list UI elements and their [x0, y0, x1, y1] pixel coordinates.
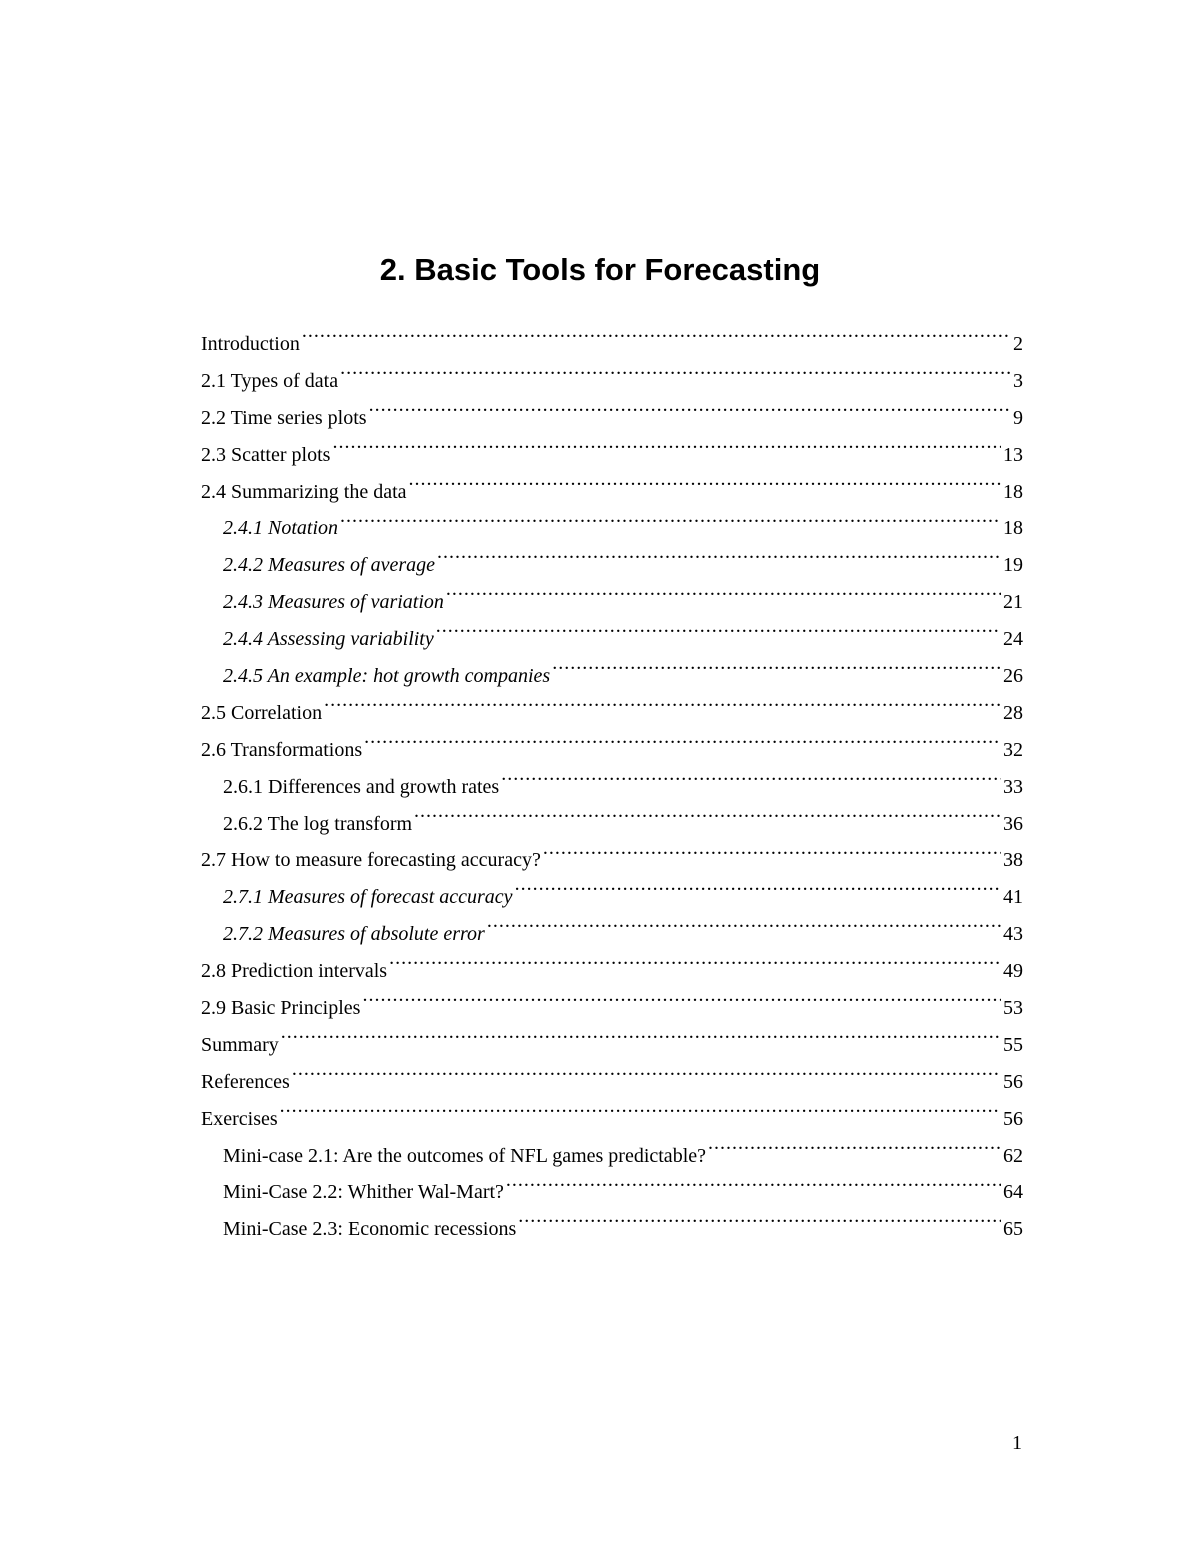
toc-entry-label: Mini-Case 2.2: Whither Wal-Mart?	[223, 1181, 504, 1204]
toc-dot-leader	[437, 551, 1001, 571]
toc-entry[interactable]	[201, 474, 1023, 511]
toc-entry-page: 36	[1003, 812, 1023, 835]
toc-entry-page: 41	[1003, 886, 1023, 909]
toc-entry[interactable]	[201, 879, 1023, 916]
toc-dot-leader	[369, 404, 1011, 424]
toc-dot-leader	[332, 441, 1001, 461]
toc-entry-page: 43	[1003, 923, 1023, 946]
toc-entry-label: 2.9 Basic Principles	[201, 997, 361, 1020]
toc-entry-label: 2.2 Time series plots	[201, 406, 367, 429]
toc-entry-label: 2.4.5 An example: hot growth companies	[223, 665, 551, 688]
toc-entry[interactable]	[201, 621, 1023, 658]
toc-entry-label: References	[201, 1070, 290, 1093]
toc-entry-label: Summary	[201, 1033, 279, 1056]
toc-entry-page: 9	[1013, 406, 1023, 429]
toc-dot-leader	[708, 1142, 1001, 1162]
toc-dot-leader	[280, 1105, 1001, 1125]
page-number: 1	[1012, 1432, 1022, 1454]
toc-entry-page: 64	[1003, 1181, 1023, 1204]
toc-entry-page: 49	[1003, 960, 1023, 983]
toc-dot-leader	[409, 478, 1001, 498]
toc-entry-page: 19	[1003, 554, 1023, 577]
toc-entry-page: 26	[1003, 665, 1023, 688]
toc-entry-label: 2.3 Scatter plots	[201, 443, 331, 466]
toc-entry[interactable]	[201, 400, 1023, 437]
toc-dot-leader	[340, 367, 1011, 387]
toc-entry-page: 24	[1003, 628, 1023, 651]
toc-entry-label: Introduction	[201, 333, 300, 355]
toc-dot-leader	[487, 920, 1001, 940]
toc-entry[interactable]	[201, 1174, 1023, 1211]
toc-entry-label: 2.4 Summarizing the data	[201, 480, 407, 503]
toc-dot-leader	[324, 699, 1001, 719]
table-of-contents	[201, 326, 1023, 1248]
toc-entry[interactable]	[201, 547, 1023, 584]
toc-dot-leader	[436, 625, 1001, 645]
toc-entry[interactable]	[201, 658, 1023, 695]
toc-entry-label: Mini-case 2.1: Are the outcomes of NFL games predictable?	[223, 1144, 706, 1167]
toc-entry-label: 2.8 Prediction intervals	[201, 960, 388, 983]
toc-dot-leader	[543, 846, 1001, 866]
toc-dot-leader	[501, 773, 1001, 793]
toc-dot-leader	[364, 736, 1001, 756]
toc-dot-leader	[518, 1215, 1001, 1235]
toc-dot-leader	[340, 514, 1001, 534]
toc-entry-page: 56	[1003, 1107, 1023, 1130]
toc-entry-page: 38	[1003, 849, 1023, 872]
toc-entry-page: 3	[1013, 369, 1023, 392]
toc-entry-label: 2.6 Transformations	[201, 738, 363, 761]
toc-dot-leader	[414, 810, 1001, 830]
toc-entry-page: 33	[1003, 775, 1023, 798]
toc-dot-leader	[506, 1178, 1001, 1198]
toc-entry-label: 2.1 Types of data	[201, 369, 339, 392]
toc-dot-leader	[292, 1068, 1001, 1088]
toc-entry-label: 2.4.3 Measures of variation	[223, 591, 444, 614]
toc-entry-page: 13	[1003, 443, 1023, 466]
toc-entry-label: 2.6.2 The log transform	[223, 812, 413, 835]
page-title: 2. Basic Tools for Forecasting	[379, 252, 821, 287]
toc-entry-label: Mini-Case 2.3: Economic recessions	[223, 1218, 517, 1241]
toc-entry-page: 21	[1003, 591, 1023, 614]
toc-entry-page: 65	[1003, 1218, 1023, 1241]
toc-entry-page: 56	[1003, 1070, 1023, 1093]
toc-entry[interactable]	[201, 1064, 1023, 1101]
toc-entry[interactable]	[201, 953, 1023, 990]
toc-entry-label: 2.7 How to measure forecasting accuracy?	[201, 849, 541, 872]
toc-entry[interactable]	[201, 326, 1023, 363]
toc-dot-leader	[389, 957, 1001, 977]
toc-dot-leader	[446, 588, 1001, 608]
toc-entry-label: 2.4.1 Notation	[223, 517, 339, 540]
toc-entry-label: 2.7.1 Measures of forecast accuracy	[223, 886, 513, 909]
toc-entry[interactable]	[201, 769, 1023, 806]
toc-entry[interactable]	[201, 1138, 1023, 1175]
toc-entry[interactable]	[201, 510, 1023, 547]
toc-entry[interactable]	[201, 695, 1023, 732]
toc-entry[interactable]	[201, 437, 1023, 474]
toc-entry-label: 2.6.1 Differences and growth rates	[223, 775, 500, 798]
toc-entry-page: 32	[1003, 738, 1023, 761]
toc-entry-label: 2.4.4 Assessing variability	[223, 628, 434, 651]
toc-entry-page: 28	[1003, 701, 1023, 724]
toc-entry[interactable]	[201, 842, 1023, 879]
toc-entry[interactable]	[201, 916, 1023, 953]
toc-dot-leader	[281, 1031, 1001, 1051]
toc-entry-page: 62	[1003, 1144, 1023, 1167]
toc-entry[interactable]	[201, 732, 1023, 769]
toc-entry-page: 2	[1013, 333, 1023, 355]
toc-entry-page: 55	[1003, 1033, 1023, 1056]
toc-entry[interactable]	[201, 806, 1023, 843]
toc-entry[interactable]	[201, 1211, 1023, 1248]
toc-entry[interactable]	[201, 584, 1023, 621]
toc-entry[interactable]	[201, 1101, 1023, 1138]
toc-entry[interactable]	[201, 990, 1023, 1027]
toc-entry-label: 2.5 Correlation	[201, 701, 323, 724]
toc-dot-leader	[302, 330, 1011, 350]
toc-entry[interactable]	[201, 1027, 1023, 1064]
toc-dot-leader	[362, 994, 1001, 1014]
toc-entry-label: Exercises	[201, 1107, 278, 1130]
toc-entry-label: 2.4.2 Measures of average	[223, 554, 435, 577]
toc-dot-leader	[552, 662, 1001, 682]
toc-entry-label: 2.7.2 Measures of absolute error	[223, 923, 485, 946]
toc-entry-page: 18	[1003, 480, 1023, 503]
toc-entry-page: 18	[1003, 517, 1023, 540]
toc-entry[interactable]	[201, 363, 1023, 400]
toc-dot-leader	[515, 883, 1001, 903]
toc-entry-page: 53	[1003, 997, 1023, 1020]
